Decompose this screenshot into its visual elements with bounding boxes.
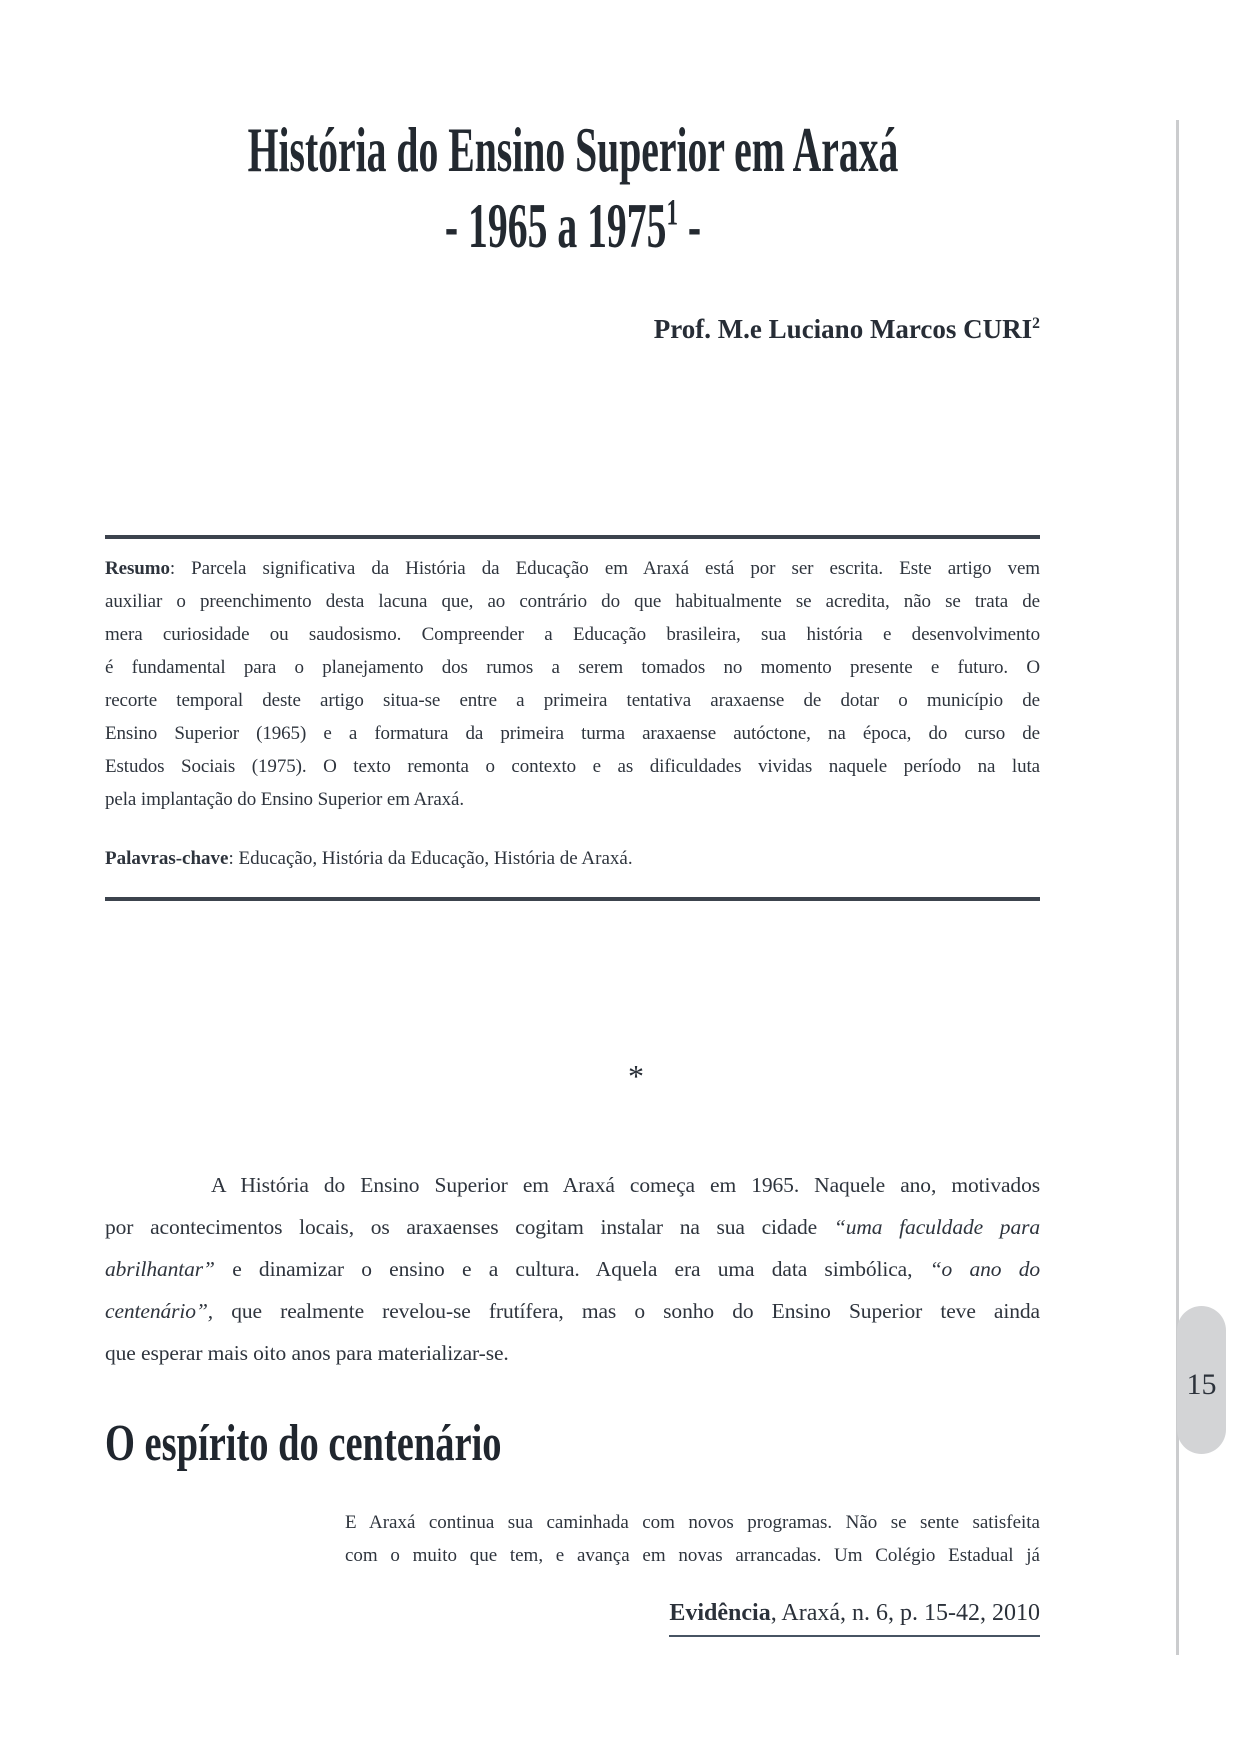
abstract-bottom-rule	[105, 897, 1040, 901]
text-line	[105, 684, 1040, 717]
text-segment: “uma faculdade para	[833, 1215, 1041, 1239]
text-segment: “o ano do	[929, 1257, 1040, 1281]
text-segment: -	[677, 190, 701, 261]
text-segment: que esperar mais oito anos para materializar-se.	[105, 1341, 509, 1365]
text-segment: E Araxá continua sua caminhada com novos programas. Não se sente satisfeita	[345, 1512, 1040, 1533]
text-line	[345, 1506, 1040, 1539]
text-segment: por acontecimentos locais, os araxaenses cogitam instalar na sua cidade	[105, 1215, 834, 1239]
text-segment: 2	[1032, 315, 1040, 332]
text-segment: A História do Ensino Superior em Araxá começa em 1965. Naquele ano, motivados	[211, 1173, 1040, 1197]
text-segment: mera curiosidade ou saudosismo. Compreender a Educação brasileira, sua história e desenvolvimento	[105, 624, 1040, 645]
text-segment: Evidência	[669, 1600, 771, 1626]
text-line	[105, 618, 1040, 651]
text-line	[105, 651, 1040, 684]
journal-footer	[669, 1600, 1040, 1637]
article-title-line2	[444, 190, 701, 261]
keywords-line	[105, 848, 1040, 870]
page-number: 15	[1186, 1368, 1217, 1401]
text-segment: auxiliar o preenchimento desta lacuna que, ao contrário do que habitualmente se acredita, não se trata de	[105, 591, 1040, 612]
text-segment: Prof. M.e Luciano Marcos CURI	[653, 314, 1033, 344]
intro-paragraph	[105, 1164, 1040, 1374]
text-segment: : Parcela significativa da História da Educação em Araxá está por ser escrita. Este artigo vem	[169, 558, 1040, 579]
text-line	[105, 1290, 1040, 1332]
abstract-top-rule	[105, 535, 1040, 539]
text-segment: - 1965 a 1975	[444, 190, 666, 261]
text-line	[105, 1248, 1040, 1290]
text-line	[105, 783, 1040, 816]
text-segment: 1	[665, 192, 678, 234]
text-segment: é fundamental para o planejamento dos rumos a serem tomados no momento presente e futuro. O	[105, 657, 1040, 678]
quote-paragraph	[345, 1506, 1040, 1572]
abstract-paragraph	[105, 552, 1040, 816]
text-segment: centenário”,	[105, 1299, 214, 1323]
text-line	[105, 552, 1040, 585]
text-segment: recorte temporal deste artigo situa-se entre a primeira tentativa araxaense de dotar o município de	[105, 690, 1040, 711]
journal-citation	[669, 1600, 1040, 1637]
text-line	[105, 1164, 1040, 1206]
text-segment: : Educação, História da Educação, História de Araxá.	[228, 848, 633, 869]
author-line	[105, 314, 1040, 345]
text-line	[345, 1539, 1040, 1572]
text-segment: abrilhantar”	[105, 1257, 215, 1281]
section-heading: O espírito do centenário	[105, 1415, 502, 1472]
text-segment: Resumo	[105, 558, 170, 579]
text-line	[105, 585, 1040, 618]
section-separator-asterisk: *	[628, 1058, 644, 1094]
text-line	[105, 750, 1040, 783]
text-segment: Ensino Superior (1965) e a formatura da primeira turma araxaense autóctone, na época, do curso de	[105, 723, 1040, 744]
text-line	[105, 1206, 1040, 1248]
text-segment: Palavras-chave	[105, 848, 229, 869]
text-segment: com o muito que tem, e avança em novas arrancadas. Um Colégio Estadual já	[345, 1545, 1040, 1566]
text-segment: Estudos Sociais (1975). O texto remonta o contexto e as dificuldades vividas naquele período na luta	[105, 756, 1040, 777]
article-title-line1: História do Ensino Superior em Araxá	[247, 114, 898, 185]
text-segment: pela implantação do Ensino Superior em Araxá.	[105, 789, 465, 810]
page-number-tab	[1177, 1306, 1226, 1454]
text-segment: e dinamizar o ensino e a cultura. Aquela era uma data simbólica,	[214, 1257, 930, 1281]
text-line	[105, 717, 1040, 750]
text-segment: , Araxá, n. 6, p. 15-42, 2010	[770, 1600, 1040, 1626]
text-line	[105, 1332, 1040, 1374]
text-segment: que realmente revelou-se frutífera, mas o sonho do Ensino Superior teve ainda	[213, 1299, 1040, 1323]
article-title	[105, 114, 1040, 278]
